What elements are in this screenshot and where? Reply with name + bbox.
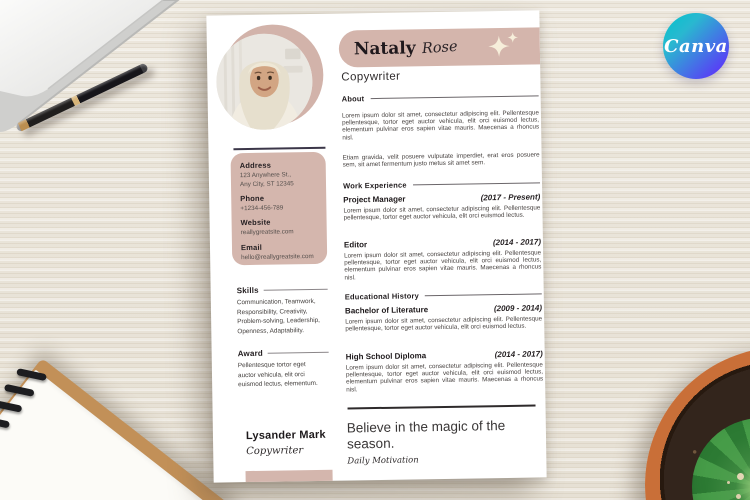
canva-logo: [663, 13, 729, 79]
address-line2: Any City, ST 12345: [239, 180, 294, 189]
phone-label: Phone: [240, 194, 265, 204]
notebook-page: [0, 369, 229, 500]
website-label: Website: [240, 218, 271, 228]
award-label: Award: [237, 348, 264, 359]
phone-value: +1234-456-789: [240, 204, 284, 213]
job-description: Lorem ipsum dolor sit amet, consectetur adipiscing elit. Pellentesque pellentesque, tortor eget auctor vehicula, elit orci euismod lectus.: [343, 204, 541, 222]
education-row: [345, 303, 542, 315]
email-label: Email: [240, 242, 263, 252]
job-dates: (2017 - Present): [480, 192, 541, 203]
education-label: Educational History: [344, 291, 420, 302]
about-heading: [342, 91, 539, 103]
footer-accent-rect: [246, 470, 333, 483]
first-name: Nataly: [353, 37, 416, 59]
resume-page: [206, 10, 546, 482]
sidebar-divider: [233, 147, 325, 150]
job-title: Copywriter: [341, 70, 401, 84]
address-line1: 123 Anywhere St.,: [239, 171, 292, 180]
about-paragraph-1: Lorem ipsum dolor sit amet, consectetur adipiscing elit. Pellentesque pellentesque, tortor eget auctor vehicula, elit orci euismod lectus, elementum pulvinar eros sapien vitae mauris. Maecenas a rhoncus nisl.: [341, 109, 540, 142]
motivation-quote: Believe in the magic of the season.: [346, 418, 506, 452]
education-row: [346, 349, 543, 361]
education-title: Bachelor of Literature: [344, 305, 429, 316]
laptop-corner: [0, 0, 210, 150]
email-value: hello@reallygreatsite.com: [241, 252, 314, 261]
website-value: reallygreatsite.com: [240, 228, 294, 237]
section-rule: [268, 352, 329, 354]
education-description: Lorem ipsum dolor sit amet, consectetur adipiscing elit. Pellentesque pellentesque, tortor eget auctor vehicula, elit orci euismod lectus, elementum pulvinar eros sapien vitae mauris. Maecenas a rhoncus nisl.: [345, 361, 544, 394]
name-header: [339, 27, 541, 67]
canva-logo-text: Canva: [664, 35, 728, 57]
motivation-caption: Daily Motivation: [347, 455, 419, 467]
education-title: High School Diploma: [345, 351, 427, 362]
job-row: [344, 237, 541, 249]
about-paragraph-2: Etiam gravida, velit posuere vulputate imperdiet, erat eros posuere sem, sit amet fermentum justo metus sit amet sem.: [342, 151, 540, 169]
work-experience-label: Work Experience: [342, 180, 407, 191]
education-description: Lorem ipsum dolor sit amet, consectetur adipiscing elit. Pellentesque pellentesque, tortor eget auctor vehicula, elit orci euismod lectus.: [345, 315, 543, 333]
skills-text: Communication, Teamwork, Responsibility, Creativity, Problem-solving, Leadership, Openness, Adaptability.: [236, 297, 320, 336]
job-description: Lorem ipsum dolor sit amet, consectetur adipiscing elit. Pellentesque pellentesque, tortor eget auctor vehicula, elit orci euismod lectus, elementum pulvinar eros sapien vitae mauris. Maecenas a rhoncus nisl.: [344, 249, 542, 282]
section-rule: [413, 182, 540, 185]
skills-heading: [237, 285, 328, 295]
award-heading: [238, 348, 329, 358]
education-heading: [345, 289, 542, 301]
education-dates: (2009 - 2014): [493, 303, 543, 314]
section-rule: [264, 289, 328, 291]
footer-divider: [348, 405, 536, 409]
education-dates: (2014 - 2017): [494, 349, 543, 360]
skills-label: Skills: [236, 285, 259, 296]
spiral-notebook: [0, 358, 239, 500]
job-title-text: Project Manager: [343, 194, 406, 205]
job-row: [343, 192, 540, 204]
address-label: Address: [239, 160, 272, 171]
job-title-text: Editor: [343, 240, 368, 250]
about-label: About: [341, 94, 365, 104]
signature-role: Copywriter: [246, 445, 304, 458]
signature-name: Lysander Mark: [245, 428, 326, 443]
work-experience-heading: [343, 178, 540, 190]
last-name: Rose: [421, 38, 458, 57]
job-dates: (2014 - 2017): [492, 237, 542, 248]
section-rule: [425, 293, 542, 296]
section-rule: [370, 95, 538, 99]
award-text: Pellentesque tortor eget auctor vehicula, elit orci euismod lectus, elementum.: [237, 361, 318, 389]
sparkle-icon: [486, 32, 523, 68]
contact-card: [231, 152, 328, 265]
